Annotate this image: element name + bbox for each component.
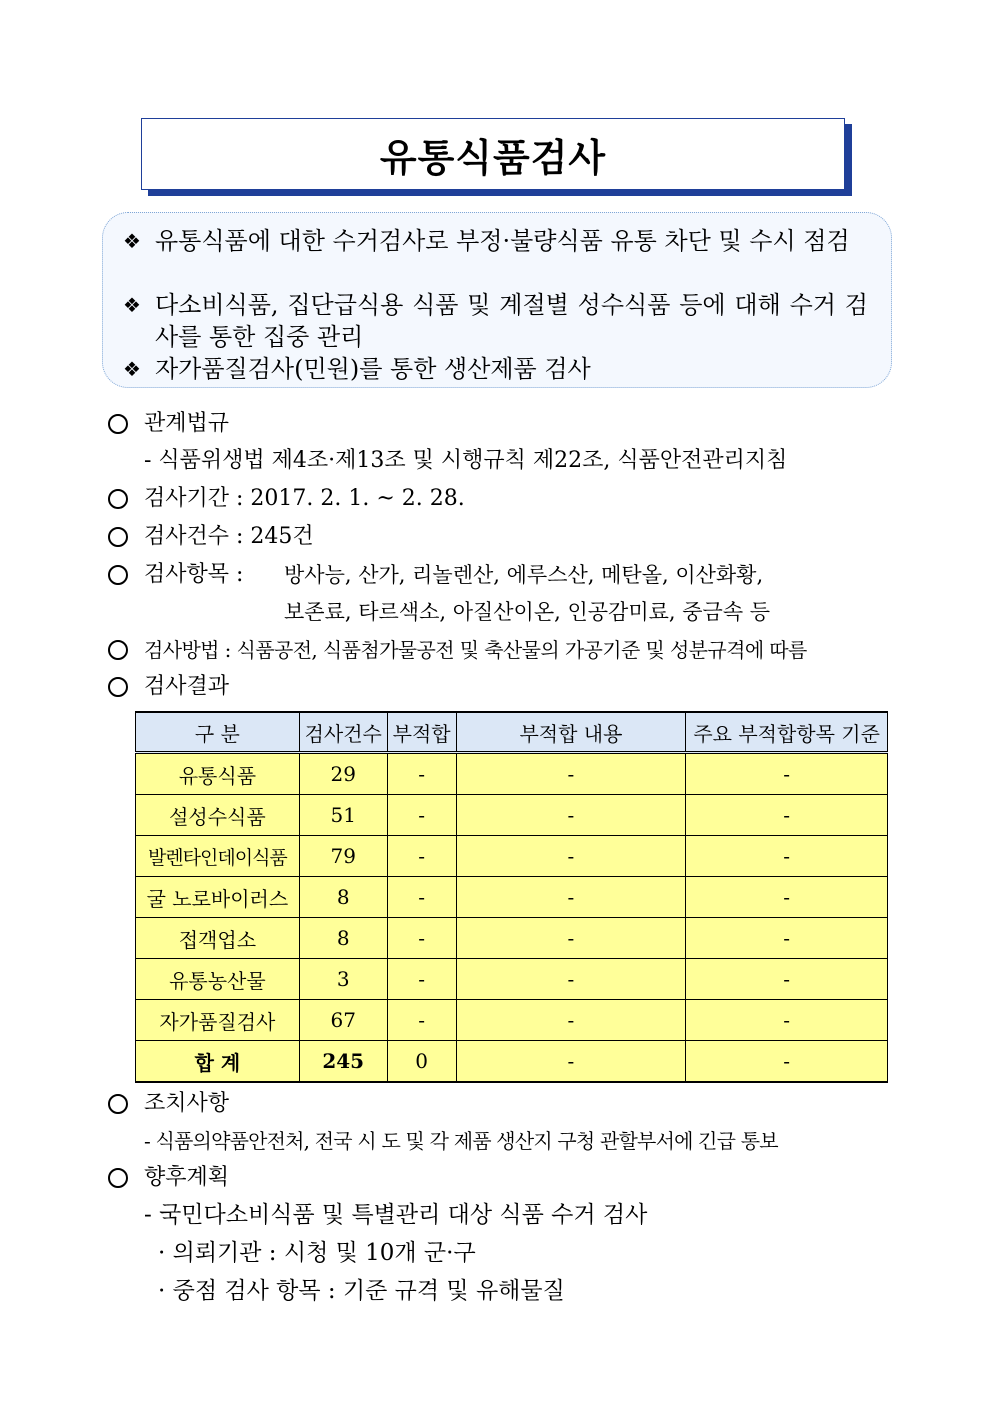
col-header-count: 검사건수 [299,712,387,753]
col-header-fail: 부적합 [387,712,456,753]
cell-standard: - [686,959,888,1000]
circle-bullet-icon [108,677,128,697]
cell-fail: - [387,1000,456,1041]
summary-box [102,212,892,388]
circle-bullet-icon [108,565,128,585]
inspection-items-label: 검사항목 : [144,562,244,587]
cell-category: 설성수식품 [136,795,300,836]
cell-fail-content: - [456,836,686,877]
diamond-bullet-icon: ❖ [123,229,141,253]
table-row [136,918,888,959]
cell-standard: - [686,1000,888,1041]
circle-bullet-icon [108,489,128,509]
col-header-category: 구 분 [136,712,300,753]
inspection-count: 검사건수 : 245건 [144,524,314,549]
cell-count: 79 [299,836,387,877]
table-row [136,877,888,918]
cell-category: 발렌타인데이식품 [136,836,300,877]
summary-item [123,353,868,385]
cell-count: 8 [299,877,387,918]
table-row [136,1000,888,1041]
circle-bullet-icon [108,527,128,547]
circle-bullet-icon [108,414,128,434]
cell-category: 접객업소 [136,918,300,959]
cell-total-label: 합 계 [136,1041,300,1083]
cell-fail-content: - [456,877,686,918]
summary-text: 유통식품에 대한 수거검사로 부정·불량식품 유통 차단 및 수시 점검 [155,227,850,255]
cell-count: 29 [299,753,387,795]
title-box [141,118,845,190]
cell-fail: - [387,836,456,877]
cell-count: 67 [299,1000,387,1041]
cell-count: 8 [299,918,387,959]
cell-fail-content: - [456,959,686,1000]
cell-fail: - [387,918,456,959]
plan-sub-agency: · 의뢰기관 : 시청 및 10개 군·구 [158,1240,476,1266]
cell-total-fail-content: - [456,1041,686,1083]
action-heading: 조치사항 [144,1091,230,1116]
table-row [136,959,888,1000]
cell-total-count: 245 [299,1041,387,1083]
cell-fail: - [387,959,456,1000]
cell-standard: - [686,836,888,877]
summary-item [123,225,868,257]
diamond-bullet-icon: ❖ [123,293,141,317]
cell-count: 51 [299,795,387,836]
law-heading: 관계법규 [144,411,230,436]
cell-fail-content: - [456,753,686,795]
page-title: 유통식품검사 [379,135,607,180]
cell-fail-content: - [456,1000,686,1041]
col-header-fail-content: 부적합 내용 [456,712,686,753]
cell-fail-content: - [456,795,686,836]
plan-heading: 향후계획 [144,1165,230,1190]
inspection-items-line2: 보존료, 타르색소, 아질산이온, 인공감미료, 중금속 등 [284,600,771,624]
cell-standard: - [686,877,888,918]
cell-total-fail: 0 [387,1041,456,1083]
circle-bullet-icon [108,640,128,660]
cell-count: 3 [299,959,387,1000]
circle-bullet-icon [108,1168,128,1188]
table-row [136,836,888,877]
summary-item [123,289,868,353]
cell-fail-content: - [456,918,686,959]
result-heading: 검사결과 [144,674,230,699]
cell-category: 유통식품 [136,753,300,795]
table-header-row [136,712,888,753]
col-header-standard: 주요 부적합항목 기준 [686,712,888,753]
circle-bullet-icon [108,1094,128,1114]
inspection-items-line1: 방사능, 산가, 리놀렌산, 에루스산, 메탄올, 이산화황, [284,563,764,587]
cell-fail: - [387,877,456,918]
table-row [136,795,888,836]
table-total-row [136,1041,888,1083]
cell-fail: - [387,795,456,836]
cell-standard: - [686,918,888,959]
cell-standard: - [686,795,888,836]
plan-sub-items: · 중점 검사 항목 : 기준 규격 및 유해물질 [158,1278,565,1304]
diamond-bullet-icon: ❖ [123,357,141,381]
inspection-period: 검사기간 : 2017. 2. 1. ~ 2. 28. [144,486,465,511]
summary-text: 자가품질검사(민원)를 통한 생산제품 검사 [155,355,591,383]
results-table [135,711,888,1083]
plan-detail: - 국민다소비식품 및 특별관리 대상 식품 수거 검사 [144,1202,648,1228]
cell-category: 자가품질검사 [136,1000,300,1041]
law-detail: - 식품위생법 제4조·제13조 및 시행규칙 제22조, 식품안전관리지침 [144,448,788,473]
action-detail: - 식품의약품안전처, 전국 시 도 및 각 제품 생산지 구청 관할부서에 긴급 통보 [144,1129,778,1153]
cell-category: 굴 노로바이러스 [136,877,300,918]
cell-category: 유통농산물 [136,959,300,1000]
table-row [136,753,888,795]
summary-text: 다소비식품, 집단급식용 식품 및 계절별 성수식품 등에 대해 수거 검사를 통한 집중 관리 [155,291,868,351]
cell-fail: - [387,753,456,795]
cell-total-standard: - [686,1041,888,1083]
cell-standard: - [686,753,888,795]
inspection-method: 검사방법 : 식품공전, 식품첨가물공전 및 축산물의 가공기준 및 성분규격에 따름 [144,638,807,662]
